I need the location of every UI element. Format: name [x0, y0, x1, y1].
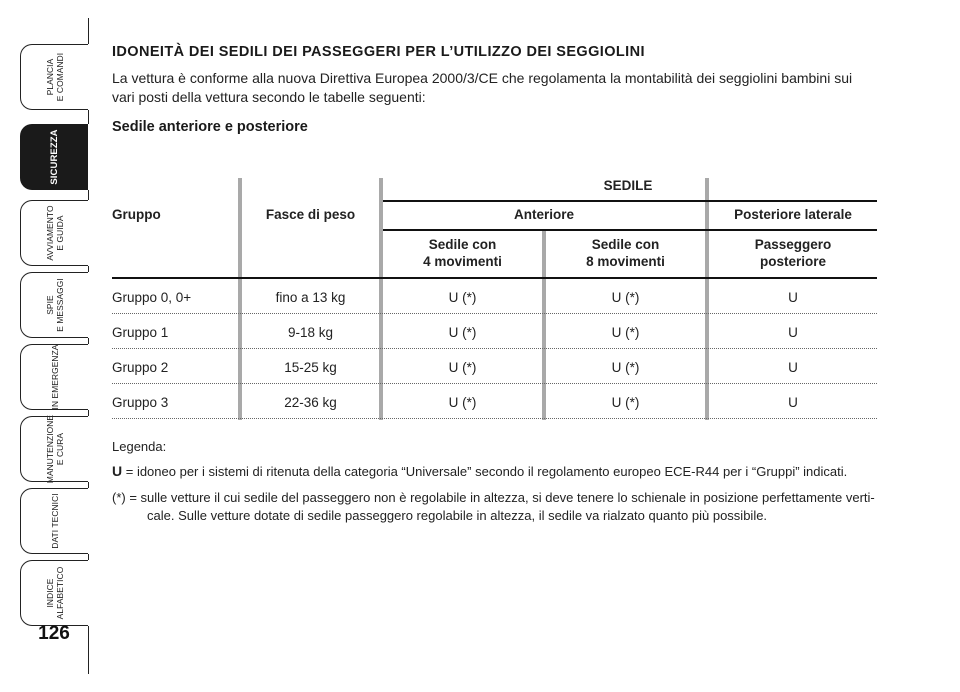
seat-suitability-table	[112, 176, 877, 420]
header-bottom-rule	[112, 277, 877, 279]
row-peso: fino a 13 kg	[275, 290, 346, 305]
tab-plancia-e-comandi[interactable]	[20, 44, 88, 110]
row-8-movimenti: U (*)	[611, 325, 640, 340]
tab-label: DATI TECNICI	[49, 493, 60, 549]
row-posteriore: U	[788, 395, 798, 410]
header-gruppo: Gruppo	[112, 207, 161, 222]
row-gruppo: Gruppo 3	[112, 395, 169, 410]
intro-paragraph	[112, 69, 877, 107]
row-posteriore: U	[788, 360, 798, 375]
tab-label: AVVIAMENTO E GUIDA	[44, 205, 65, 261]
row-posteriore: U	[788, 290, 798, 305]
sidebar-line	[88, 110, 89, 124]
row-gruppo: Gruppo 2	[112, 360, 169, 375]
row-posteriore: U	[788, 325, 798, 340]
tab-sicurezza[interactable]	[20, 124, 88, 190]
tab-label: MANUTENZIONE E CURA	[44, 414, 65, 484]
row-4-movimenti: U (*)	[448, 360, 477, 375]
header-sedile-4-movimenti	[383, 236, 542, 270]
sidebar-line	[88, 338, 89, 344]
row-gruppo: Gruppo 1	[112, 325, 169, 340]
header-posteriore-laterale: Posteriore laterale	[734, 207, 852, 222]
page-content	[112, 44, 877, 135]
sidebar-line	[88, 266, 89, 272]
legend-star: (*) = sulle vetture il cui sedile del passeggero non è regolabile in altezza, si deve tenere lo schienale in posizione perfettamente verti-cale. Sulle vetture dotate di sedile passeggero regolabile in altezza, il sedile va rialzato quanto più possibile.	[112, 490, 875, 523]
intro-line: La vettura è conforme alla nuova Direttiva Europea 2000/3/CE che regolamenta la montabilità dei seggiolini bambini sui	[112, 70, 853, 86]
row-divider	[112, 418, 877, 419]
header-rule	[383, 229, 877, 231]
tab-avviamento-e-guida[interactable]	[20, 200, 88, 266]
tab-indice-alfabetico[interactable]	[20, 560, 88, 626]
chapter-sidebar	[0, 0, 110, 692]
row-8-movimenti: U (*)	[611, 290, 640, 305]
row-8-movimenti: U (*)	[611, 395, 640, 410]
tab-label: INDICE ALFABETICO	[44, 566, 65, 620]
table-subtitle: Sedile anteriore e posteriore	[112, 119, 308, 135]
sidebar-line	[88, 626, 89, 674]
tab-dati-tecnici[interactable]	[20, 488, 88, 554]
row-8-movimenti: U (*)	[611, 360, 640, 375]
legend	[112, 438, 877, 525]
header-passeggero-posteriore	[709, 236, 877, 270]
header-line: 4 movimenti	[423, 254, 502, 269]
legend-u-symbol: U	[112, 463, 123, 479]
header-line: Sedile con	[591, 237, 660, 252]
tab-label: PLANCIA E COMANDI	[44, 52, 65, 102]
header-sedile: SEDILE	[603, 178, 653, 193]
row-divider	[112, 313, 877, 314]
tab-label: IN EMERGENZA	[49, 344, 60, 410]
row-4-movimenti: U (*)	[448, 325, 477, 340]
page-number: 126	[38, 623, 70, 644]
tab-label: SICUREZZA	[48, 129, 60, 185]
header-sedile-8-movimenti	[546, 236, 705, 270]
tab-in-emergenza[interactable]	[20, 344, 88, 410]
header-line: 8 movimenti	[586, 254, 665, 269]
row-peso: 9-18 kg	[287, 325, 334, 340]
row-divider	[112, 383, 877, 384]
tab-manutenzione-e-cura[interactable]	[20, 416, 88, 482]
legend-u	[112, 462, 877, 481]
row-4-movimenti: U (*)	[448, 395, 477, 410]
sidebar-line	[88, 482, 89, 488]
intro-line: vari posti della vettura secondo le tabelle seguenti:	[112, 89, 426, 105]
row-divider	[112, 348, 877, 349]
row-4-movimenti: U (*)	[448, 290, 477, 305]
sidebar-line	[88, 190, 89, 200]
tab-spie-e-messaggi[interactable]	[20, 272, 88, 338]
header-anteriore: Anteriore	[513, 207, 574, 222]
row-peso: 15-25 kg	[284, 360, 337, 375]
legend-title: Legenda:	[112, 439, 167, 454]
sidebar-line	[88, 554, 89, 560]
row-gruppo: Gruppo 0, 0+	[112, 290, 192, 305]
header-fasce-di-peso: Fasce di peso	[265, 207, 356, 222]
tab-label: SPIE E MESSAGGI	[44, 278, 65, 332]
section-title: IDONEITÀ DEI SEDILI DEI PASSEGGERI PER L’UTILIZZO DEI SEGGIOLINI	[112, 44, 645, 60]
header-rule	[383, 200, 877, 202]
row-peso: 22-36 kg	[284, 395, 337, 410]
header-line: Passeggero	[754, 237, 832, 252]
header-line: Sedile con	[428, 237, 497, 252]
header-line: posteriore	[759, 254, 827, 269]
sidebar-line	[88, 18, 89, 44]
sidebar-line	[88, 410, 89, 416]
legend-u-text: = idoneo per i sistemi di ritenuta della categoria “Universale” secondo il regolamento europeo ECE-R44 per i “Gruppi” indicati.	[122, 464, 848, 479]
